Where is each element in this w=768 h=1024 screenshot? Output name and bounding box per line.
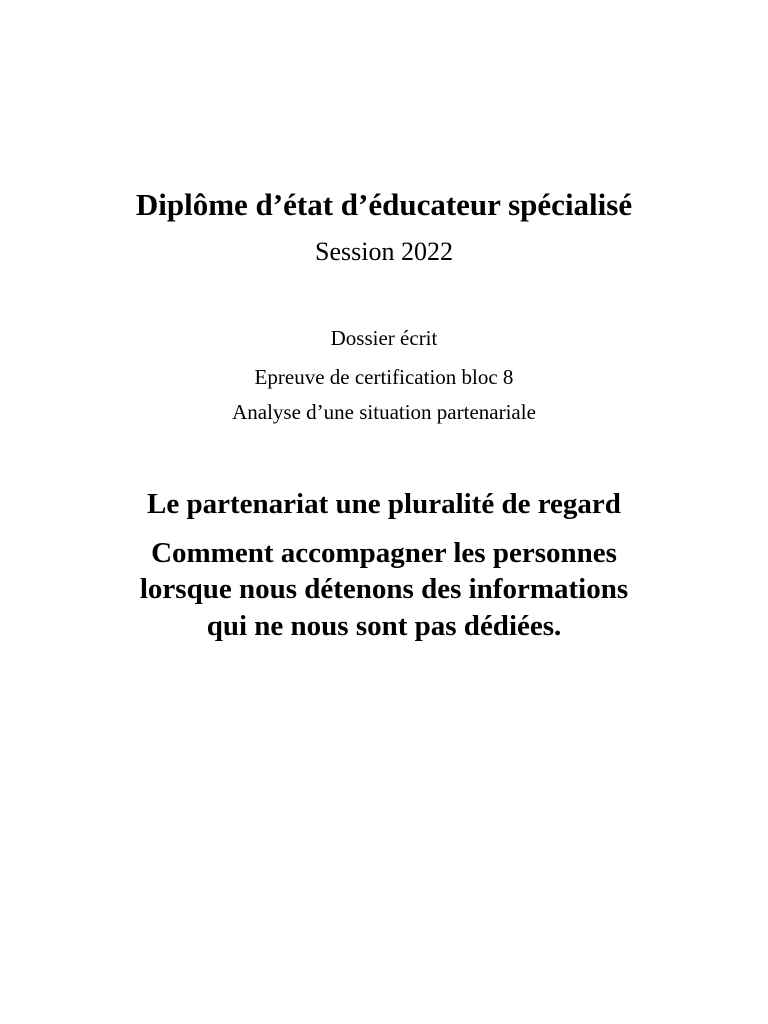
subject-title-line-2: Comment accompagner les personnes	[151, 537, 617, 569]
diploma-title: Diplôme d’état d’éducateur spécialisé	[135, 187, 633, 222]
subject-title-line-4: qui ne nous sont pas dédiées.	[206, 610, 562, 642]
certification-test: Epreuve de certification bloc 8	[254, 365, 514, 389]
session-year: Session 2022	[315, 237, 453, 266]
document-type: Dossier écrit	[330, 326, 438, 350]
subject-title-line-1: Le partenariat une pluralité de regard	[147, 488, 621, 520]
analysis-type: Analyse d’une situation partenariale	[232, 400, 536, 424]
subject-title-line-3: lorsque nous détenons des informations	[139, 573, 629, 605]
